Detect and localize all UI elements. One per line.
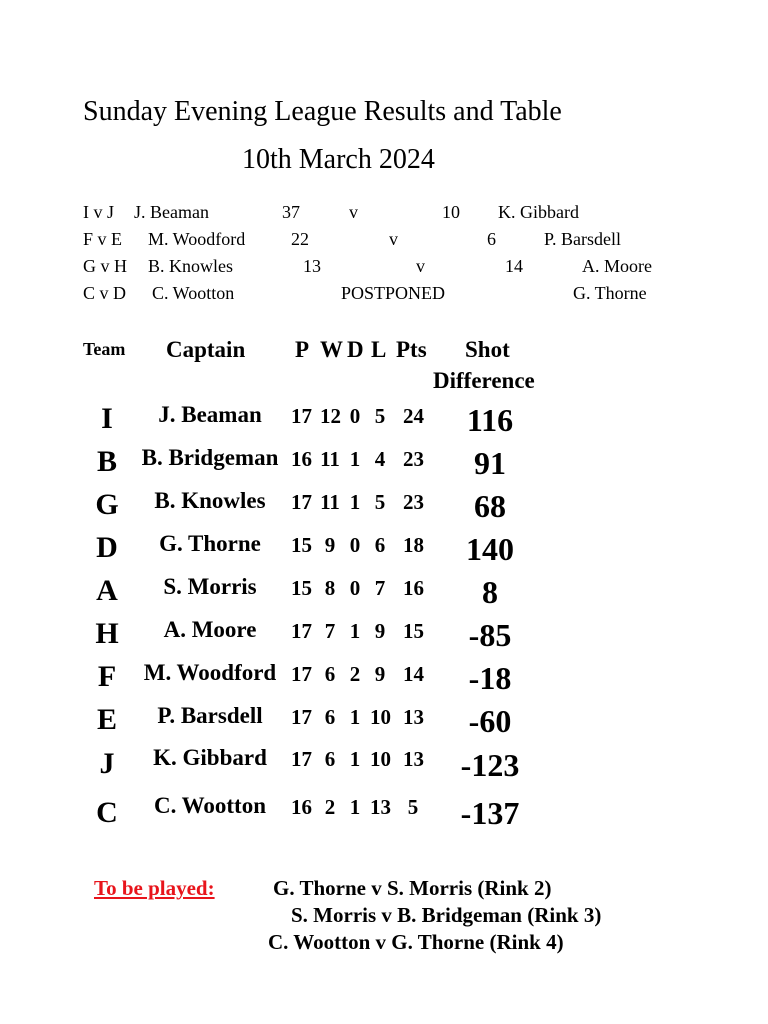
- captain-name: J. Beaman: [158, 402, 262, 427]
- page-title: Sunday Evening League Results and Table: [83, 96, 562, 127]
- team-letter: J: [99, 747, 115, 780]
- result-away-score: 6: [487, 229, 496, 249]
- captain-name: P. Barsdell: [157, 703, 263, 728]
- result-vs: v: [349, 202, 358, 222]
- result-home-score: 37: [282, 202, 300, 222]
- won: 6: [324, 662, 336, 686]
- drawn: 1: [349, 795, 361, 819]
- lost: 13: [370, 795, 391, 819]
- shot-difference: 116: [466, 402, 514, 438]
- result-fixture: G v H: [83, 256, 127, 276]
- lost: 10: [370, 705, 391, 729]
- header-team: Team: [83, 339, 126, 359]
- captain-name: A. Moore: [163, 617, 257, 642]
- shot-difference: -123: [460, 747, 520, 783]
- header-shot: Shot: [465, 337, 510, 362]
- drawn: 2: [349, 662, 361, 686]
- shot-difference: 140: [466, 531, 514, 567]
- result-home-score: 13: [303, 256, 321, 276]
- points: 5: [407, 795, 419, 819]
- won: 6: [324, 705, 336, 729]
- won: 12: [320, 404, 341, 428]
- result-status: POSTPONED: [341, 283, 446, 303]
- won: 11: [320, 447, 340, 471]
- played: 16: [291, 447, 312, 471]
- result-home: J. Beaman: [134, 202, 209, 222]
- played: 15: [291, 533, 312, 557]
- team-letter: E: [96, 703, 117, 736]
- won: 9: [324, 533, 336, 557]
- captain-name: K. Gibbard: [153, 745, 267, 770]
- played: 17: [291, 404, 312, 428]
- captain-name: B. Knowles: [154, 488, 266, 513]
- page-date: 10th March 2024: [242, 144, 435, 175]
- played: 17: [291, 619, 312, 643]
- team-letter: B: [96, 445, 117, 478]
- result-away: A. Moore: [582, 256, 652, 276]
- points: 23: [403, 447, 424, 471]
- result-home: M. Woodford: [148, 229, 246, 249]
- points: 16: [403, 576, 424, 600]
- header-w: W: [320, 337, 343, 362]
- result-fixture: C v D: [83, 283, 127, 303]
- played: 17: [291, 747, 312, 771]
- shot-difference: 8: [482, 574, 498, 610]
- lost: 5: [374, 404, 386, 428]
- lost: 9: [374, 662, 386, 686]
- upcoming-fixture: G. Thorne v S. Morris (Rink 2): [273, 876, 552, 900]
- result-away: K. Gibbard: [498, 202, 579, 222]
- captain-name: B. Bridgeman: [141, 445, 279, 470]
- header-difference: Difference: [433, 368, 535, 393]
- result-home: C. Wootton: [152, 283, 235, 303]
- shot-difference: -60: [468, 703, 512, 739]
- drawn: 1: [349, 619, 361, 643]
- captain-name: M. Woodford: [143, 660, 277, 685]
- result-away: P. Barsdell: [544, 229, 622, 249]
- points: 24: [403, 404, 424, 428]
- lost: 9: [374, 619, 386, 643]
- captain-name: G. Thorne: [159, 531, 261, 556]
- captain-name: C. Wootton: [153, 793, 267, 818]
- header-d: D: [347, 337, 364, 362]
- played: 17: [291, 662, 312, 686]
- team-letter: I: [101, 402, 113, 435]
- lost: 10: [370, 747, 391, 771]
- shot-difference: -137: [460, 795, 520, 831]
- team-letter: A: [96, 574, 118, 607]
- points: 13: [403, 705, 424, 729]
- lost: 4: [374, 447, 386, 471]
- lost: 6: [374, 533, 386, 557]
- upcoming-fixture: S. Morris v B. Bridgeman (Rink 3): [291, 903, 602, 927]
- to-be-played-label: To be played:: [94, 876, 215, 900]
- shot-difference: 68: [474, 488, 506, 524]
- result-fixture: I v J: [83, 202, 114, 222]
- played: 16: [291, 795, 312, 819]
- result-home: B. Knowles: [148, 256, 233, 276]
- result-vs: v: [416, 256, 425, 276]
- points: 15: [403, 619, 424, 643]
- played: 17: [291, 705, 312, 729]
- lost: 5: [374, 490, 386, 514]
- team-letter: H: [95, 617, 119, 650]
- team-letter: G: [95, 488, 119, 521]
- points: 23: [403, 490, 424, 514]
- won: 8: [324, 576, 336, 600]
- result-away-score: 10: [442, 202, 460, 222]
- team-letter: C: [96, 796, 118, 829]
- shot-difference: -18: [468, 660, 512, 696]
- points: 14: [403, 662, 424, 686]
- drawn: 0: [349, 576, 361, 600]
- header-pts: Pts: [396, 337, 427, 362]
- result-fixture: F v E: [83, 229, 123, 249]
- result-vs: v: [389, 229, 398, 249]
- team-letter: D: [96, 531, 118, 564]
- won: 2: [324, 795, 336, 819]
- played: 15: [291, 576, 312, 600]
- result-away: G. Thorne: [573, 283, 647, 303]
- captain-name: S. Morris: [163, 574, 257, 599]
- header-p: P: [295, 337, 310, 362]
- shot-difference: -85: [468, 617, 512, 653]
- shot-difference: 91: [474, 445, 506, 481]
- drawn: 1: [349, 447, 361, 471]
- drawn: 1: [349, 490, 361, 514]
- drawn: 0: [349, 404, 361, 428]
- lost: 7: [374, 576, 386, 600]
- drawn: 1: [349, 705, 361, 729]
- drawn: 1: [349, 747, 361, 771]
- header-l: L: [371, 337, 387, 362]
- points: 13: [403, 747, 424, 771]
- won: 7: [324, 619, 336, 643]
- upcoming-fixture: C. Wootton v G. Thorne (Rink 4): [268, 930, 564, 954]
- team-letter: F: [97, 660, 117, 693]
- drawn: 0: [349, 533, 361, 557]
- won: 11: [320, 490, 340, 514]
- header-captain: Captain: [166, 337, 246, 362]
- result-away-score: 14: [505, 256, 523, 276]
- played: 17: [291, 490, 312, 514]
- won: 6: [324, 747, 336, 771]
- points: 18: [403, 533, 424, 557]
- result-home-score: 22: [291, 229, 309, 249]
